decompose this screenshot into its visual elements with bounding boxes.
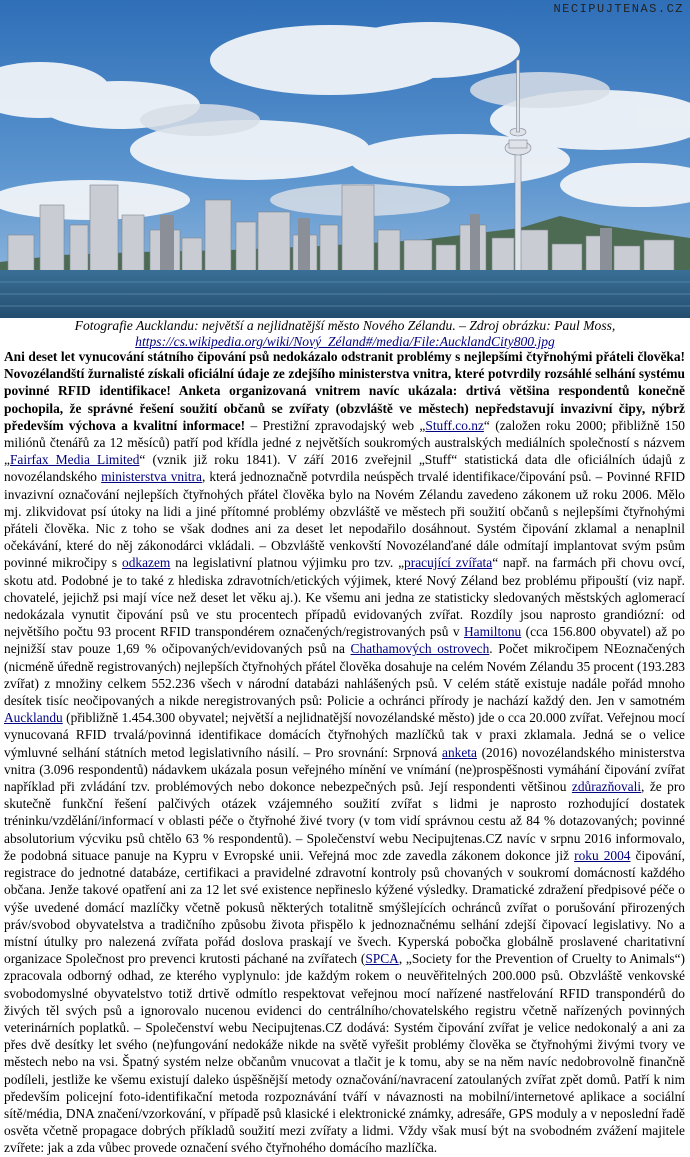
article-text: (přibližně 1.454.300 obyvatel; největší a nejlidnatější novozélandské město) jde o cca 20.000 zvířat. Veřejnou mocí vynucovaná RFID trvalá/povinná identifikace domácích čtyřnohých mazlíčků tak v praxi zklamala. Jedná se o velice výmluvné selhání státních metod legislativního násilí. – Pro srovnání: Srpnová [4,710,685,760]
fairfax-link[interactable]: Fairfax Media Limited [9,452,140,468]
article-text: . Počet mikročipem NEoznačených (nicméně úředně registrovaných) nejlepších čtyřnohých přátel člověka dosahuje na celém Novém Zélandu 35 procent (193.283 zvířat) z množiny celkem 552.236 všech v národní databázi nahlášených psů. V celém státě existuje nadále pořád mnoho desítek tisíc neočipovaných a nikde neregistrovaných psů: Policie a ochránci přírody je nachází každý den. Jen v samotném [4,641,686,709]
auckland-link[interactable]: Aucklandu [4,710,63,726]
auckland-skyline-photo [0,0,690,318]
article-text: – Prestižní zpravodajský web „ [245,417,426,433]
spca-link[interactable]: SPCA [365,951,399,967]
exemption-link[interactable]: odkazem [122,555,171,571]
survey-link[interactable]: anketa [442,744,477,760]
article-text: (cca 156.800 obyvatel) až po nejnižší stav pouze 1,69 % očipovaných/evidovaných psů na [4,624,685,657]
stuff-link[interactable]: Stuff.co.nz [425,417,484,433]
article-text: (2016) novozélandského ministerstva vnitra (3.096 respondentů) nádavkem ukázala posun veřejného mínění ve vnímání (ne)prospěšnosti vymáhání čipování zvířat například při zvládání tzv. problémových nebo dokonce nebezpečných psů. Její respondenti většinou [4,744,685,795]
article-body [4,348,685,1157]
chatham-link[interactable]: Chathamových ostrovech [350,641,490,657]
caption-source-link[interactable]: https://cs.wikipedia.org/wiki/Nový_Zéland#/media/File:AucklandCity800.jpg [135,334,555,349]
article-text: čipování, registrace do jednotné databáze, certifikaci a pravidelné zdravotní kontroly psů chovaných v soukromí domácností každého občana. Jenže takové opatření ani za 12 let své existence nepřineslo kýžené výsledky. Dramatické zdražení předpisové péče o výše uvedené domácí mazlíčky včetně pokusů některých totalitně smýšlejících ochránců zvířat o porušování přirozených práv/svobod obyvatelstva a tradičního způsobu života přispělo k jednoznačnému selhání zdejší čipovací legislativy. No a místní útulky pro nalezená zvířata pořád doslova praskají ve švech. Kyperská pobočka globálně proslavené charitativní organizace Společnost pro prevenci krutosti páchané na zvířatech ( [4,847,685,967]
article-text: “ (vznik již roku 1841). V září 2016 zveřejnil „Stuff“ statistická data dle oficiálních údajů z novozélandského [4,452,685,485]
year-2004-link[interactable]: roku 2004 [574,847,631,863]
article-text: “ (založen roku 2000; přibližně 150 miliónů čtenářů za 12 měsíců) patří pod křídla jedné z největších soukromých australských mediálních společností s názvem „ [4,417,685,468]
photo-caption [0,318,690,350]
working-animals-link[interactable]: pracující zvířata [404,555,493,571]
article-lead: Ani deset let vynucování státního čipování psů nedokázalo odstranit problémy s nejlepšími čtyřnohými přáteli člověka! Novozélandští žurnalisté získali oficiální údaje ze zdejšího ministerstva vnitra, které potvrdily rozsáhlé selhání systému povinné RFID identifikace! Anketa organizovaná vnitrem navíc ukázala: drtivá většina respondentů konečně pochopila, že správné řešení soužití občanů se zvířaty (obzvláště ve městech) nepředstavují invazivní čipy, nýbrž především výchova a kvalitní informace! [4,349,685,433]
hamilton-link[interactable]: Hamiltonu [463,624,522,640]
ministry-link[interactable]: ministerstva vnitra [101,469,202,485]
emphasized-link[interactable]: zdůrazňovali [571,779,642,795]
article-text: “ např. na farmách při chovu ovcí, skotu atd. Podobné je to také z hlediska zdravotních/etických výjimek, které Nový Zéland bez problému připouští (viz např. chovatelé, jejichž psi mají více než deset let věku aj.). Ke všemu ani jedna ze statisticky sledovaných městských aglomerací nedokázala vynutit čipování psů ve stu procentech případů evidovaných zvířat. Rozdíly jsou naprosto grandiózní: od největšího počtu 93 procent RFID transpondérem označených/registrovaných psů v [4,555,686,640]
article-text: na legislativní platnou výjimku pro tzv. „ [170,555,405,571]
caption-text: Fotografie Aucklandu: největší a nejlidnatější město Nového Zélandu. – Zdroj obrázku: Paul Moss, [74,318,616,333]
site-watermark: NECIPUJTENAS.CZ [553,2,684,16]
article-text: , která jednoznačně potvrdila neúspěch trvalé identifikace/čipování psů. – Povinné RFID invazivní označování nejlepších čtyřnohých přátel člověka bylo na Novém Zélandu zavedeno zákonem už roku 2006. Mělo mj. zlikvidovat psí útoky na lidi a jiné přítomné problémy obzvláště ve městech při soužití občanů s nejlepšími čtyřnohými přáteli člověka. Nic z toho se však dodnes ani za deset let nepodařilo dosáhnout. Systém čipování zklamal a nenaplnil očekávání, které do něj zákonodárci vkládali. – Obzvláště venkovští Novozélanďané dále odmítají implantovat svým psům povinné mikročipy s [4,469,685,571]
article-text: , že pro skutečně funkční řešení palčivých otázek vzájemného soužití zvířat s lidmi je naprosto rozhodující dostatek tréninku/vzdělání/informací v oblasti péče o čtyřnohé živé tvory (v tom vidí správnou cestu až 84 % dotazovaných; povinné absolutorium výcviku psů chtělo 63 % respondentů). – Společenství webu Necipujtenas.CZ navíc v srpnu 2016 informovalo, že podobná situace panuje na Kypru v Evropské unii. Veřejná moc zde zavedla zákonem dokonce již [4,779,686,863]
article-text: , „Society for the Prevention of Cruelty to Animals“) zpracovala odborný odhad, ze kterého vyplynulo: jde každým rokem o neuvěřitelných 200.000 psů. Obzvláště venkovské svobodomyslné obyvatelstvo totiž drtivě odmítlo respektovat veřejnou mocí nařízené nastřelování RFID transpondérů do živých těl svých psů a ignorovalo nucenou evidenci do centrálního/chovatelského registru včetně nařízených povinných veterinárních poplatků. – Společenství webu Necipujtenas.CZ dodává: Systém čipování zvířat je velice nedokonalý a ani za přes dvě desítky let svého (ne)fungování nedokáže nikde na světě vyřešit problémy člověka se čtyřnohými živými tvory ve městech nebo na vsi. Špatný systém nelze občanům vnucovat a tlačit je k tomu, aby se na něm navíc nedobrovolně finančně podíleli, jestliže ke všemu existují daleko úspěšnější metody označování/navracení zatoulaných zvířat zpět domů. Patří k nim především policejní foto-identifikační metoda rozpoznávání tváří v návaznosti na mobilní/internetové aplikace a sociální sítě/média, DNA značení/vzorkování, v případě psů klasické i elektronické známky, adresáře, GPS moduly a v neposlední řadě osvěta včetně propagace dobrých příkladů soužití mezi zvířaty a lidmi. Vždy však musí být na svobodném zvážení majitele zvířete: jak a zda vůbec provede označení svého čtyřnohého domácího mazlíčka. [4,951,685,1156]
